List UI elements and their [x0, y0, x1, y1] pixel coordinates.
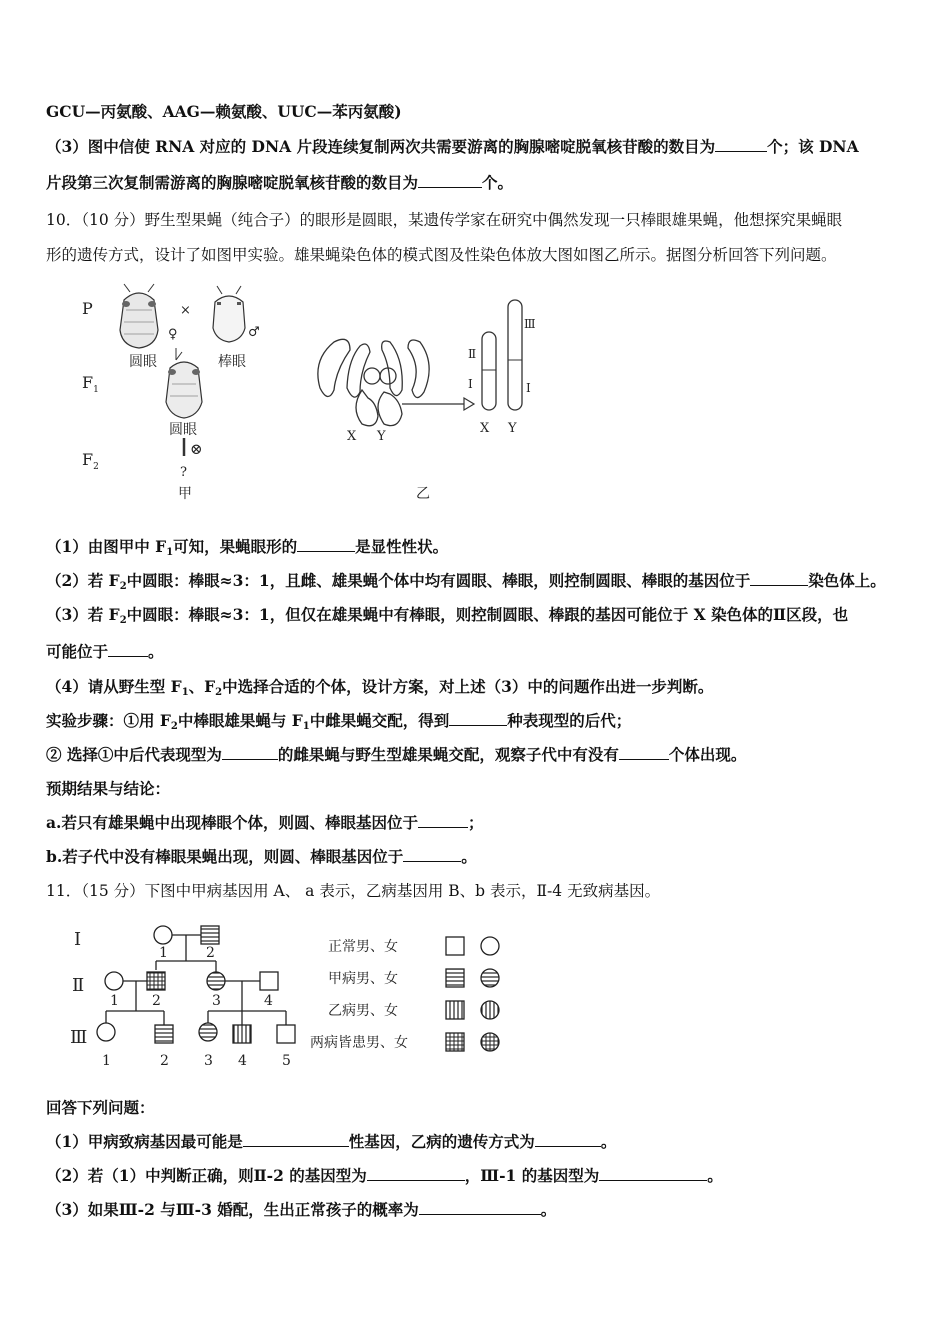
text: 是显性性状。 [355, 537, 449, 556]
figure-11-pedigree [60, 915, 510, 1075]
text: ； [467, 813, 484, 832]
text: 种表现型的后代； [507, 711, 632, 730]
question-10-4 [46, 677, 713, 703]
answer-blank[interactable] [243, 1132, 349, 1147]
iii-5-normal-male [277, 1025, 295, 1043]
text: 片段第三次复制需游离的胸腺嘧啶脱氧核苷酸的数目为 [46, 173, 419, 192]
label-x-large: X [480, 421, 490, 436]
text: b.若子代中没有棒眼果蝇出现，则圆、棒眼基因位于 [46, 847, 404, 866]
i-1-normal-female [154, 926, 172, 944]
answer-blank[interactable] [619, 745, 669, 760]
question-9-3-line1 [46, 137, 859, 157]
text: （4）请从野生型 F [46, 677, 182, 696]
text: （1）甲病致病基因最可能是 [46, 1132, 243, 1151]
text: ② 选择①中后代表现型为 [46, 745, 222, 764]
answer-blank[interactable] [222, 745, 278, 760]
answer-blank[interactable] [418, 173, 482, 188]
label-bar-eye: 棒眼 [218, 354, 246, 370]
subscript: 2 [119, 581, 127, 592]
question-11-stem: 11．（15 分）下图中甲病基因用 A、 a 表示，乙病基因用 B、b 表示，Ⅱ-4 无致病基因。 [46, 882, 661, 900]
experiment-step-2 [46, 745, 746, 765]
iii-2-jia-male [155, 1025, 173, 1043]
num-iii-5: 5 [282, 1053, 291, 1069]
question-10-3-line2 [46, 642, 164, 662]
text: 个。 [482, 173, 514, 192]
text: 。 [707, 1166, 723, 1185]
text: 中选择合适的个体，设计方案，对上述（3）中的问题作出进一步判断。 [222, 677, 714, 696]
experiment-step-1 [46, 711, 631, 737]
legend-normal-label: 正常男、女 [328, 939, 398, 955]
label-gen-i: Ⅰ [74, 929, 82, 950]
question-11-2 [46, 1166, 723, 1186]
num-iii-4: 4 [238, 1053, 247, 1069]
label-p: P [82, 299, 93, 318]
fly-f1 [166, 348, 202, 418]
label-f2: $F_2$ [82, 450, 99, 472]
ii-1-normal-female [105, 972, 123, 990]
label-region-ii: Ⅱ [468, 347, 477, 361]
i-2-jia-male [201, 926, 219, 944]
pedigree-legend [310, 938, 408, 1051]
text: ，Ⅲ-1 的基因型为 [464, 1166, 600, 1185]
ii-2-both-male [147, 972, 165, 990]
answer-blank[interactable] [403, 847, 461, 862]
num-ii-3: 3 [212, 993, 221, 1009]
label-y-large: Y [508, 421, 517, 436]
sex-chromosomes-enlarged [482, 300, 522, 410]
subscript: 2 [215, 687, 223, 698]
text: （2）若 F [46, 571, 120, 590]
label-region-i-right: Ⅰ [526, 381, 531, 395]
num-iii-1: 1 [102, 1053, 111, 1069]
text: 、F [188, 677, 216, 696]
fly-round-eye-female [120, 284, 158, 348]
expected-results-heading: 预期结果与结论： [46, 779, 171, 798]
figure-10-experiment [72, 280, 552, 505]
text: 中棒眼雄果蝇与 F [177, 711, 303, 730]
subscript: 2 [119, 615, 127, 626]
answer-blank[interactable] [418, 813, 468, 828]
num-iii-2: 2 [160, 1053, 169, 1069]
answer-blank[interactable] [419, 1200, 541, 1215]
answer-blank[interactable] [599, 1166, 707, 1181]
label-region-i-left: Ⅰ [468, 377, 473, 391]
question-11-3 [46, 1200, 556, 1220]
text: （3）如果Ⅲ-2 与Ⅲ-3 婚配，生出正常孩子的概率为 [46, 1200, 419, 1219]
question-10-1 [46, 537, 448, 563]
label-f1-round-eye: 圆眼 [169, 422, 197, 438]
question-10-3-line1 [46, 605, 848, 631]
ii-4-normal-male [260, 972, 278, 990]
text: （3）若 F [46, 605, 120, 624]
selfcross-symbol: ⊗ [190, 440, 203, 458]
label-yi: 乙 [416, 486, 430, 502]
text: 个体出现。 [668, 745, 747, 764]
legend-both-label: 两病皆患男、女 [310, 1035, 408, 1051]
text: 。 [461, 847, 477, 866]
text-line-codons: GCU—丙氨酸、AAG—赖氨酸、UUC—苯丙氨酸) [46, 102, 402, 121]
text: 个；该 DNA [767, 137, 859, 156]
male-symbol: ♂ [248, 325, 260, 340]
label-jia: 甲 [178, 486, 192, 502]
chromosome-karyotype [318, 339, 429, 425]
num-ii-1: 1 [110, 993, 119, 1009]
answer-heading: 回答下列问题： [46, 1098, 155, 1117]
answer-blank[interactable] [367, 1166, 465, 1181]
text: 中圆眼：棒眼≈3：1，且雌、雄果蝇个体中均有圆眼、棒眼，则控制圆眼、棒眼的基因位于 [126, 571, 751, 590]
num-ii-4: 4 [264, 993, 273, 1009]
answer-blank[interactable] [297, 537, 355, 552]
text: 实验步骤：①用 F [46, 711, 171, 730]
question-10-2 [46, 571, 886, 597]
num-i-2: 2 [206, 945, 215, 961]
answer-blank[interactable] [535, 1132, 601, 1147]
fly-bar-eye-male [213, 286, 245, 342]
iii-1-normal-female [97, 1023, 115, 1041]
legend-yi-label: 乙病男、女 [328, 1003, 398, 1019]
ii-3-jia-female [207, 972, 225, 990]
question-11-1 [46, 1132, 616, 1152]
text: 中雌果蝇交配，得到 [309, 711, 450, 730]
text: a.若只有雄果蝇中出现棒眼个体，则圆、棒眼基因位于 [46, 813, 418, 832]
text: （2）若（1）中判断正确，则Ⅱ-2 的基因型为 [46, 1166, 367, 1185]
answer-blank[interactable] [750, 571, 808, 586]
label-round-eye: 圆眼 [129, 354, 157, 370]
label-y-small: Y [377, 429, 386, 444]
label-x-small: X [347, 429, 357, 444]
text: （3）图中信使 RNA 对应的 DNA 片段连续复制两次共需要游离的胸腺嘧啶脱氧核苷酸的数目为 [46, 137, 716, 156]
question-10-stem-line2: 形的遗传方式，设计了如图甲实验。雄果蝇染色体的模式图及性染色体放大图如图乙所示。据图分析回答下列问题。 [46, 246, 837, 264]
result-b [46, 847, 477, 867]
subscript: 2 [170, 721, 178, 732]
answer-blank[interactable] [715, 137, 767, 152]
label-gen-ii: Ⅱ [72, 975, 85, 996]
legend-jia-label: 甲病男、女 [328, 971, 398, 987]
text: 染色体上。 [808, 571, 886, 590]
result-a [46, 813, 483, 833]
iii-3-jia-female [199, 1023, 217, 1041]
num-ii-2: 2 [152, 993, 161, 1009]
question-9-3-line2 [46, 173, 513, 193]
subscript: 1 [181, 687, 189, 698]
text: 可知，果蝇眼形的 [173, 537, 298, 556]
question-mark: ? [180, 465, 187, 480]
answer-blank[interactable] [449, 711, 507, 726]
text: 可能位于 [46, 642, 109, 661]
iii-4-yi-male [233, 1025, 251, 1043]
text: 的雌果蝇与野生型雄果蝇交配，观察子代中有没有 [277, 745, 619, 764]
text: 中圆眼：棒眼≈3：1，但仅在雄果蝇中有棒眼，则控制圆眼、棒跟的基因可能位于 X 染色体的Ⅱ区段，也 [126, 605, 849, 624]
female-symbol: ♀ [168, 327, 178, 342]
label-region-iii: Ⅲ [524, 317, 536, 331]
subscript: 1 [166, 547, 174, 558]
cross-symbol: × [180, 303, 191, 318]
text: 。 [540, 1200, 557, 1219]
num-iii-3: 3 [204, 1053, 213, 1069]
question-10-stem-line1: 10．（10 分）野生型果蝇（纯合子）的眼形是圆眼，某遗传学家在研究中偶然发现一只棒眼雄果蝇，他想探究果蝇眼 [46, 211, 843, 229]
num-i-1: 1 [159, 945, 168, 961]
answer-blank[interactable] [108, 642, 148, 657]
text: 。 [600, 1132, 617, 1151]
text: （1）由图甲中 F [46, 537, 167, 556]
text: 。 [148, 642, 164, 661]
subscript: 1 [302, 721, 310, 732]
text: 性基因，乙病的遗传方式为 [348, 1132, 535, 1151]
label-gen-iii: Ⅲ [70, 1027, 88, 1048]
label-f1: $F_1$ [82, 373, 99, 395]
